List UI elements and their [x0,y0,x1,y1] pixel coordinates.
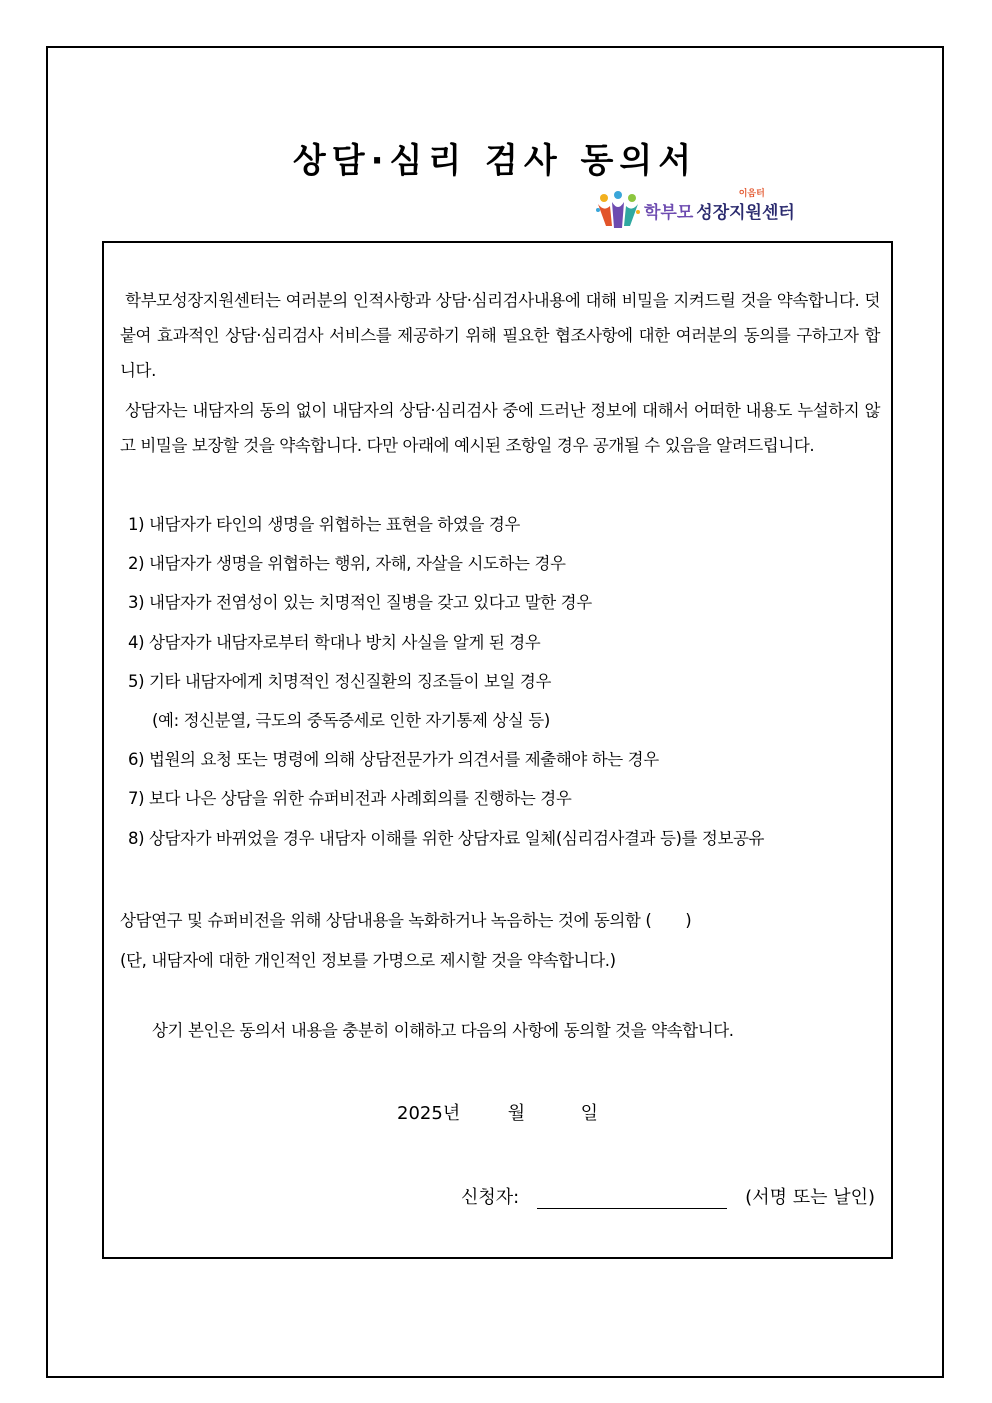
exception-list [128,505,764,858]
logo-small-text: 이음터 [738,188,765,199]
logo-text-part2: 성장지원센터 [696,202,795,223]
confidentiality-paragraph: 상담자는 내담자의 동의 없이 내담자의 상담·심리검사 중에 드러난 정보에 대해서 어떠한 내용도 누설하지 않고 비밀을 보장할 것을 약속합니다. 다만 아래에 예시된 조항일 경우 공개될 수 있음을 알려드립니다. [120,401,880,455]
people-logo-icon [594,190,642,230]
date-year: 2025년 [397,1103,461,1124]
center-logo [594,188,795,232]
signature-field[interactable] [537,1190,727,1209]
consent-content-box [102,241,893,1259]
agreement-statement: 상기 본인은 동의서 내용을 충분히 이해하고 다음의 사항에 동의할 것을 약속합니다. [152,1021,734,1040]
list-item: 4) 상담자가 내담자로부터 학대나 방치 사실을 알게 된 경우 [128,632,541,652]
list-item: 2) 내담자가 생명을 위협하는 행위, 자해, 자살을 시도하는 경우 [128,554,566,574]
date-month: 월 [507,1103,526,1124]
date-day: 일 [580,1103,598,1124]
list-item: 6) 법원의 요청 또는 명령에 의해 상담전문가가 의견서를 제출해야 하는 경우 [128,750,659,770]
signature-line [461,1183,875,1209]
list-item-example: (예: 정신분열, 극도의 중독증세로 인한 자기통제 상실 등) [152,710,550,730]
recording-consent-checkbox-line[interactable]: 상담연구 및 슈퍼비전을 위해 상담내용을 녹화하거나 녹음하는 것에 동의함 ( ) [120,911,692,930]
privacy-paragraph: 학부모성장지원센터는 여러분의 인적사항과 상담·심리검사내용에 대해 비밀을 지켜드릴 것을 약속합니다. 덧붙여 효과적인 상담·심리검사 서비스를 제공하기 위해 필요한 협조사항에 대한 여러분의 동의를 구하고자 합니다. [120,291,880,380]
applicant-label: 신청자: [460,1187,520,1208]
list-item: 5) 기타 내담자에게 치명적인 정신질환의 징조들이 보일 경우 [128,671,551,691]
list-item: 7) 보다 나은 상담을 위한 슈퍼비전과 사례회의를 진행하는 경우 [128,789,572,809]
page-border [46,46,944,1378]
list-item: 1) 내담자가 타인의 생명을 위협하는 표현을 하였을 경우 [128,515,520,534]
list-item: 3) 내담자가 전염성이 있는 치명적인 질병을 갖고 있다고 말한 경우 [128,593,592,613]
recording-consent [120,901,691,981]
document-title: 상담·심리 검사 동의서 [292,141,698,181]
date-line [104,1099,891,1125]
list-item: 8) 상담자가 바뀌었을 경우 내담자 이해를 위한 상담자료 일체(심리검사결과 등)를 정보공유 [128,828,765,848]
recording-note: (단, 내담자에 대한 개인적인 정보를 가명으로 제시할 것을 약속합니다.) [120,951,616,970]
signature-note: (서명 또는 날인) [745,1187,875,1208]
logo-text-part1: 학부모 [644,202,694,223]
